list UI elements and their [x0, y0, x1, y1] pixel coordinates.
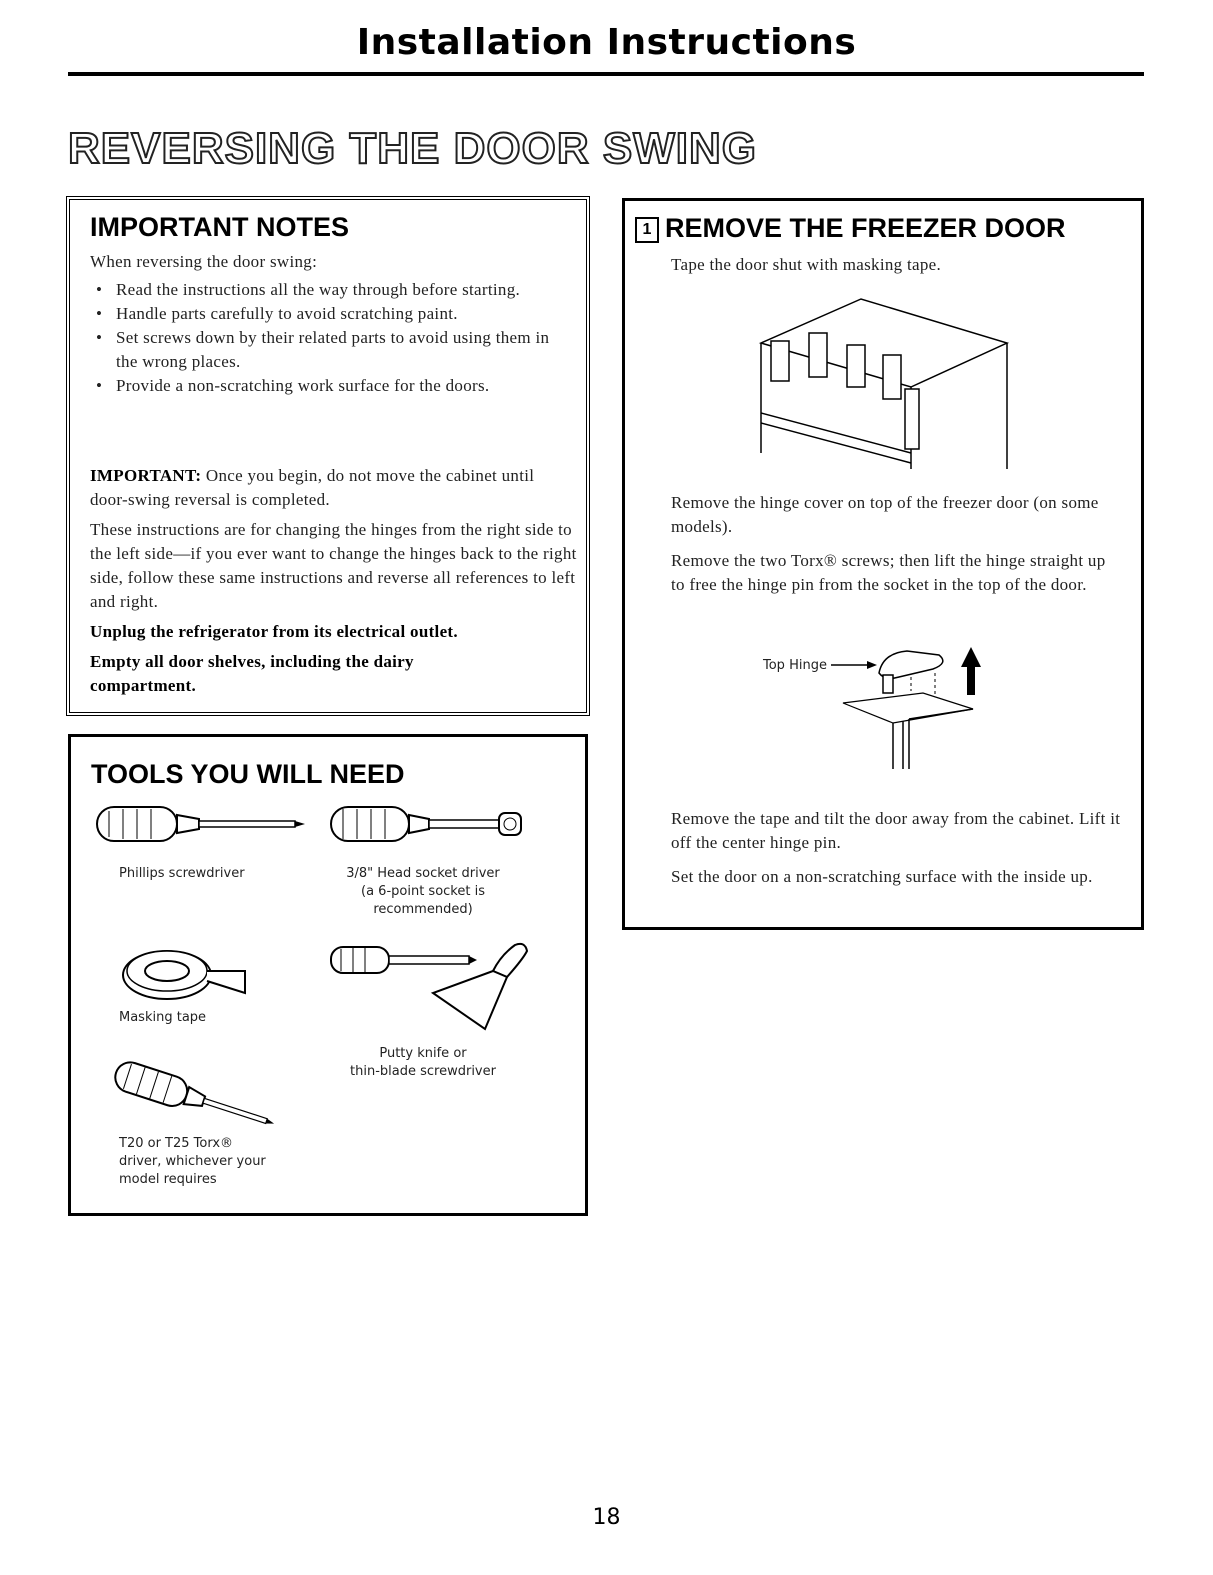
- freezer-set-text: Set the door on a non-scratching surface with the inside up.: [671, 867, 1093, 886]
- freezer-heading: [635, 213, 1066, 244]
- important-text: Once you begin, do not move the cabinet until door-swing reversal is completed.: [90, 466, 535, 509]
- top-hinge-illustration: [823, 633, 1003, 773]
- tools-box: [68, 734, 588, 1216]
- page-header-title: Installation Instructions: [356, 22, 857, 63]
- notes-bullet: • Set screws down by their related parts to avoid using them in the wrong places.: [90, 326, 570, 374]
- remove-freezer-door-box: [622, 198, 1144, 930]
- top-hinge-label: Top Hinge: [763, 658, 827, 673]
- freezer-cover-text: Remove the hinge cover on top of the freezer door (on some models).: [671, 493, 1099, 536]
- masking-tape-icon: [119, 937, 259, 1017]
- freezer-heading-text: REMOVE THE FREEZER DOOR: [665, 213, 1066, 243]
- freezer-tilt-text: Remove the tape and tilt the door away from the cabinet. Lift it off the center hinge pin.: [671, 809, 1121, 852]
- important-notes-box: [66, 196, 590, 716]
- taped-door-illustration: [751, 293, 1021, 473]
- putty-knife-icon: [325, 937, 545, 1057]
- masking-tape-caption: Masking tape: [119, 1010, 207, 1025]
- notes-bullet-list: [90, 278, 570, 398]
- step-number-badge: 1: [635, 217, 659, 243]
- notes-bullet: • Read the instructions all the way through before starting.: [90, 278, 570, 302]
- notes-empty-shelves: Empty all door shelves, including the dairy compartment.: [90, 652, 414, 695]
- page-number: 18: [592, 1505, 621, 1530]
- putty-caption-line1: Putty knife or: [379, 1046, 467, 1061]
- torx-caption-line3: model requires: [119, 1172, 217, 1187]
- tools-heading: TOOLS YOU WILL NEED: [91, 759, 405, 789]
- notes-bullet: • Provide a non-scratching work surface for the doors.: [90, 374, 570, 398]
- torx-caption-line2: driver, whichever your: [119, 1154, 266, 1169]
- notes-intro: When reversing the door swing:: [90, 252, 318, 271]
- freezer-tape-text: Tape the door shut with masking tape.: [671, 255, 942, 274]
- important-notes-heading: IMPORTANT NOTES: [90, 212, 349, 242]
- torx-driver-icon: [109, 1061, 289, 1131]
- section-title: REVERSING THE DOOR SWING: [68, 124, 757, 173]
- notes-important-paragraph: [90, 464, 560, 512]
- freezer-screws-text: Remove the two Torx® screws; then lift the hinge straight up to free the hinge pin from the socket in the top of the door.: [671, 551, 1106, 594]
- socket-caption-line2: (a 6-point socket is: [361, 884, 485, 899]
- notes-bullet: • Handle parts carefully to avoid scratching paint.: [90, 302, 570, 326]
- notes-hinge-paragraph: These instructions are for changing the hinges from the right side to the left side—if you ever want to change the hinges back to the right side, follow these same instructions and reverse all references to left and right.: [90, 520, 577, 611]
- socket-caption-line1: 3/8" Head socket driver: [346, 866, 500, 881]
- phillips-screwdriver-icon: [89, 799, 309, 849]
- important-label: IMPORTANT:: [90, 466, 202, 485]
- phillips-caption: Phillips screwdriver: [119, 866, 245, 881]
- putty-caption-line2: thin-blade screwdriver: [350, 1064, 496, 1079]
- torx-caption-line1: T20 or T25 Torx®: [119, 1136, 234, 1151]
- socket-caption-line3: recommended): [373, 902, 473, 917]
- notes-unplug: Unplug the refrigerator from its electrical outlet.: [90, 622, 458, 641]
- socket-driver-icon: [325, 799, 535, 849]
- header-rule: [68, 72, 1144, 76]
